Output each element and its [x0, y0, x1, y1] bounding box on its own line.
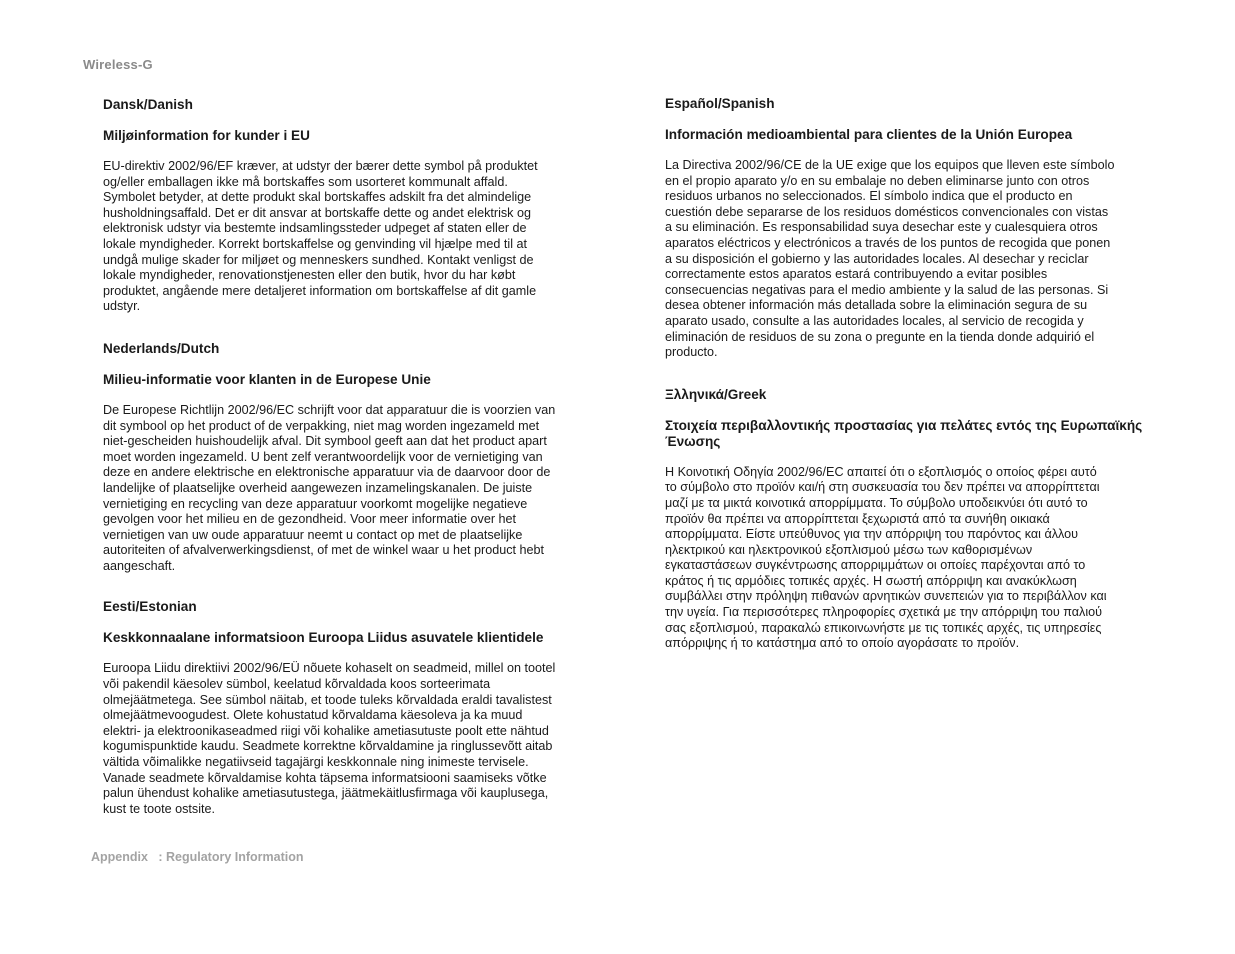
- heading-line: Ένωσης: [665, 433, 721, 449]
- section-heading-dutch: Milieu-informatie voor klanten in de Europese Unie: [103, 371, 431, 387]
- body-line: a su eliminación. Es responsabilidad suya desechar este y cualesquiera otros: [665, 220, 1098, 235]
- section-danish: [103, 96, 595, 315]
- body-line: μαζί με τα μικτά κοινοτικά απορρίμματα. Το σύμβολο υποδεικνύει ότι αυτό το: [665, 495, 1088, 510]
- section-heading-danish: Miljøinformation for kunder i EU: [103, 128, 310, 143]
- running-header: Wireless-G: [83, 57, 153, 72]
- section-heading-spanish: Información medioambiental para clientes de la Unión Europea: [665, 127, 1073, 142]
- body-line: gevolgen voor het milieu en de gezondheid. Voor meer informatie over het: [103, 512, 517, 527]
- language-title-spanish: Español/Spanish: [665, 96, 775, 111]
- body-line: κράτος ή τις αρμόδιες τοπικές αρχές. Η σωστή απόρριψη και ανακύκλωση: [665, 573, 1077, 588]
- body-line: kust te toote ostsite.: [103, 801, 216, 816]
- language-title-greek: Ξλληνικά/Greek: [665, 386, 767, 402]
- section-greek: [665, 386, 1157, 652]
- body-line: husholdningsaffald. Det er dit ansvar at bortskaffe dette og andet elektrisk og: [103, 205, 531, 220]
- body-line: eliminación de residuos de su zona o pregunte en la tienda donde adquirió el: [665, 329, 1095, 344]
- body-line: moet worden ingezameld. U bent zelf verantwoordelijk voor de vernietiging van: [103, 449, 543, 464]
- running-footer: Appendix : Regulatory Information: [91, 850, 304, 864]
- body-line: produktet, angående mere detaljeret information om bortskaffelse af dit gamle: [103, 283, 537, 298]
- body-line: vältida võimalikke negatiivseid tagajärgi keskkonnale ning inimeste tervisele.: [103, 755, 529, 770]
- body-line: autoriteiten of afvalverwerkingsdienst, of met de winkel waar u het product hebt: [103, 543, 545, 558]
- body-line: a su disposición el gobierno y las autoridades locales. Al desechar y reciclar: [665, 251, 1089, 266]
- body-line: Symbolet betyder, at dette produkt skal bortskaffes adskilt fra det almindelige: [103, 190, 532, 205]
- body-line: την υγεία. Για περισσότερες πληροφορίες σχετικά με την απόρριψη του παλιού: [665, 605, 1103, 620]
- body-line: συμβάλλει στην πρόληψη πιθανών αρνητικών συνεπειών για το περιβάλλον και: [665, 589, 1107, 604]
- section-spanish: [665, 95, 1157, 361]
- body-line: palun ühendust kohalike ametiasutustega, jäätmekäitlusfirmaga või kauplusega,: [103, 786, 549, 801]
- section-body-danish: [103, 159, 595, 315]
- language-title-danish: Dansk/Danish: [103, 97, 193, 112]
- language-title-estonian: Eesti/Estonian: [103, 599, 197, 615]
- body-line: undgå mulige skader for miljøet og menneskers sundhed. Kontakt venligst de: [103, 252, 534, 267]
- heading-line: Στοιχεία περιβαλλοντικής προστασίας για πελάτες εντός της Ευρωπαϊκής: [665, 417, 1143, 433]
- body-line: desea obtener información más detallada sobre la eliminación segura de su: [665, 298, 1088, 313]
- section-heading-estonian: Keskkonnaalane informatsioon Euroopa Liidus asuvatele klientidele: [103, 630, 544, 646]
- section-body-estonian: [103, 661, 595, 817]
- body-line: og/eller emballagen ikke må bortskaffes som usorteret kommunalt affald.: [103, 174, 508, 189]
- body-line: kogumispunktide kaudu. Seadmete korrektne kõrvaldamine ja ringlussevõtt aitab: [103, 739, 553, 754]
- body-line: dit symbool op het product of de verpakking, niet mag worden ingezameld met: [103, 418, 540, 433]
- body-line: Vanade seadmete kõrvaldamise kohta täpsema informatsiooni saamiseks võtke: [103, 770, 547, 785]
- body-line: vernietigen van uw oude apparatuur neemt u contact op met de plaatselijke: [103, 527, 523, 542]
- body-line: Η Κοινοτική Οδηγία 2002/96/EC απαιτεί ότι ο εξοπλισμός ο οποίος φέρει αυτό: [665, 464, 1097, 479]
- body-line: residuos urbanos no seleccionados. El símbolo indica que el producto en: [665, 189, 1073, 204]
- body-line: vernietiging en recycling van deze apparatuur voorkomt mogelijke negatieve: [103, 496, 528, 511]
- body-line: ηλεκτρικού και ηλεκτρονικού εξοπλισμού μέσω των καθορισμένων: [665, 542, 1033, 557]
- body-line: elektronisk udstyr via bestemte indsamlingssteder udpeget af staten eller de: [103, 221, 527, 236]
- section-estonian: [103, 598, 595, 817]
- body-line: olmejäätmetega. See sümbol näitab, et toode tuleks kõrvaldada eraldi tavalistest: [103, 692, 552, 707]
- section-body-greek: [665, 465, 1157, 652]
- body-line: consecuencias negativas para el medio ambiente y la salud de las personas. Si: [665, 282, 1109, 297]
- body-line: lokale myndigheder. Korrekt bortskaffelse og genvinding vil hjælpe med til at: [103, 236, 527, 251]
- body-line: Euroopa Liidu direktiivi 2002/96/EÜ nõuete kohaselt on seadmeid, millel on tootel: [103, 661, 556, 676]
- body-line: προϊόν θα πρέπει να απορρίπτεται ξεχωριστά από τα συνήθη οικιακά: [665, 511, 1050, 526]
- body-line: correctamente estos aparatos estará contribuyendo a evitar posibles: [665, 267, 1048, 282]
- body-line: απορρίμματα. Είστε υπεύθυνος για την απόρριψη του παρόντος και άλλου: [665, 527, 1079, 542]
- body-line: või pakendil käesolev sümbol, keelatud kõrvaldada koos sorteerimata: [103, 677, 491, 692]
- body-line: producto.: [665, 345, 718, 360]
- body-line: aparatos eléctricos y electrónicos a través de los puntos de recogida que ponen: [665, 235, 1111, 250]
- body-line: aangeschaft.: [103, 558, 176, 573]
- body-line: La Directiva 2002/96/CE de la UE exige que los equipos que lleven este símbolo: [665, 158, 1115, 172]
- left-column: [103, 96, 595, 817]
- section-body-dutch: [103, 403, 595, 575]
- body-line: en el propio aparato y/o en su embalaje no deben eliminarse junto con otros: [665, 173, 1090, 188]
- body-line: landelijke of plaatselijke overheid aangewezen inzamelingskanalen. De juiste: [103, 480, 533, 495]
- body-line: aparato usado, consulte a las autoridades locales, al servicio de recogida y: [665, 313, 1084, 328]
- body-line: De Europese Richtlijn 2002/96/EC schrijft voor dat apparatuur die is voorzien van: [103, 402, 556, 417]
- section-dutch: [103, 340, 595, 575]
- language-title-dutch: Nederlands/Dutch: [103, 340, 220, 356]
- right-column: [665, 95, 1157, 652]
- body-line: elektri- ja elektroonikaseadmed riigi või kohalike ametiasutuste poolt ette nähtud: [103, 723, 549, 738]
- body-line: το σύμβολο στο προϊόν και/ή στη συσκευασία του δεν πρέπει να απορρίπτεται: [665, 480, 1100, 495]
- section-body-spanish: [665, 158, 1157, 361]
- section-heading-greek: [665, 418, 1157, 450]
- body-line: απόρριψης ή το κατάστημα από το οποίο αγοράσατε το προϊόν.: [665, 636, 1020, 651]
- body-line: EU-direktiv 2002/96/EF kræver, at udstyr der bærer dette symbol på produktet: [103, 159, 538, 173]
- body-line: deze en andere elektrische en elektronische apparatuur via de daarvoor door de: [103, 465, 551, 480]
- body-line: niet-gescheiden huishoudelijk afval. Dit symbool geeft aan dat het product apart: [103, 434, 547, 449]
- body-line: lokale myndigheder, renovationstjenesten eller den butik, hvor du har købt: [103, 268, 516, 283]
- body-line: udstyr.: [103, 299, 141, 314]
- body-line: cuestión debe separarse de los residuos domésticos convencionales con vistas: [665, 204, 1109, 219]
- body-line: εγκαταστάσεων συγκέντρωσης απορριμμάτων οι οποίες παρέχονται από το: [665, 558, 1086, 573]
- body-line: olmejäätmevoogudest. Olete kohustatud kõrvaldama käesoleva ja ka muud: [103, 708, 523, 723]
- body-line: σας εξοπλισμού, παρακαλώ επικοινωνήστε με τις τοπικές αρχές, τις υπηρεσίες: [665, 620, 1102, 635]
